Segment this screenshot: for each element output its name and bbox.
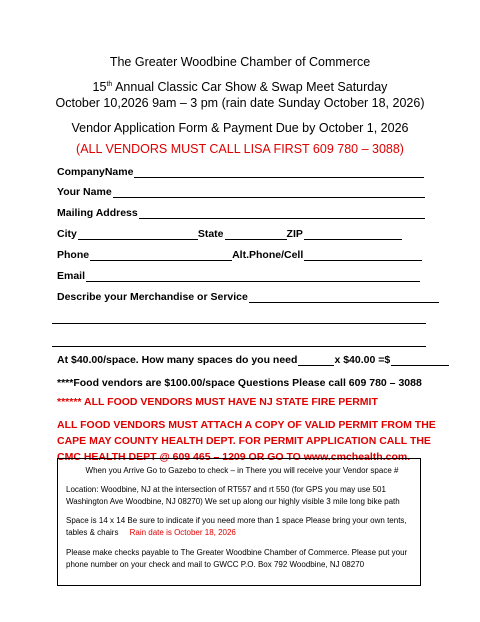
- email-field[interactable]: [57, 270, 420, 282]
- alt-phone-label: Alt.Phone/Cell: [232, 249, 304, 261]
- merchandise-extra-line-2[interactable]: [52, 346, 426, 347]
- arrival-instructions: When you Arrive Go to Gazebo to check – in There you will receive your Vendor space #: [85, 466, 399, 475]
- name-field[interactable]: [57, 186, 425, 198]
- health-permit-notice: ALL FOOD VENDORS MUST ATTACH A COPY OF VALID PERMIT FROM THE CAPE MAY COUNTY HEALTH DEPT. FOR PERMIT APPLICATION CALL THE CMC HEALTH DEPT @ 609 465 – 1209 OR GO TO www.cmchealth.com.: [57, 419, 436, 463]
- event-title-rest: Annual Classic Car Show & Swap Meet Saturday: [112, 80, 388, 94]
- phone-label: Phone: [57, 249, 90, 261]
- address-label: Mailing Address: [57, 207, 138, 219]
- location-info: Location: Woodbine, NJ at the intersection of RT557 and rt 550 (for GPS you may use 501 Washington Ave Woodbine, NJ 08270) We set up along our highly visible 3 mile long bike path: [66, 485, 400, 506]
- event-number: 15: [92, 80, 107, 94]
- space-info: [66, 515, 418, 539]
- rain-date-note: Rain date is October 18, 2026: [129, 528, 236, 537]
- info-box: [57, 458, 421, 586]
- zip-line[interactable]: [304, 228, 402, 240]
- call-notice: (ALL VENDORS MUST CALL LISA FIRST 609 780 – 3088): [76, 142, 404, 156]
- phone-field[interactable]: [57, 249, 422, 261]
- name-label: Your Name: [57, 186, 112, 198]
- city-label: City: [57, 228, 77, 240]
- company-label: CompanyName: [57, 166, 134, 178]
- state-line[interactable]: [225, 228, 287, 240]
- event-date: October 10,2026 9am – 3 pm (rain date Sunday October 18, 2026): [55, 96, 425, 110]
- event-title: [0, 80, 480, 94]
- zip-label: ZIP: [286, 228, 303, 240]
- merchandise-extra-line-1[interactable]: [52, 323, 426, 324]
- form-due-line: Vendor Application Form & Payment Due by October 1, 2026: [71, 121, 409, 135]
- city-state-zip-field[interactable]: [57, 228, 402, 240]
- address-field[interactable]: [57, 207, 425, 219]
- spaces-total-line[interactable]: [391, 354, 449, 366]
- alt-phone-line[interactable]: [304, 249, 422, 261]
- address-line[interactable]: [139, 207, 425, 219]
- org-name: The Greater Woodbine Chamber of Commerce: [109, 55, 371, 69]
- fire-permit-notice: ****** ALL FOOD VENDORS MUST HAVE NJ STATE FIRE PERMIT: [57, 396, 378, 408]
- state-label: State: [197, 228, 224, 240]
- check-payment-info: Please make checks payable to The Greater Woodbine Chamber of Commerce. Please put your phone number on your check and mail to GWCC P.O. Box 792 Woodbine, NJ 08270: [66, 548, 408, 569]
- spaces-total-label: x $40.00 =$: [334, 354, 391, 366]
- merchandise-line[interactable]: [249, 291, 439, 303]
- merchandise-field[interactable]: [57, 291, 439, 303]
- spaces-count-line[interactable]: [298, 354, 334, 366]
- spaces-line[interactable]: [57, 354, 449, 366]
- name-line[interactable]: [113, 186, 425, 198]
- spaces-price-label: At $40.00/space. How many spaces do you need: [57, 354, 298, 366]
- event-ordinal-suffix: th: [106, 80, 113, 88]
- merchandise-label: Describe your Merchandise or Service: [57, 291, 248, 303]
- space-info-text: Space is 14 x 14 Be sure to indicate if you need more than 1 space Please bring your own tents, tables & chairs: [66, 516, 407, 537]
- city-line[interactable]: [78, 228, 198, 240]
- email-label: Email: [57, 270, 86, 282]
- phone-line[interactable]: [90, 249, 232, 261]
- company-line[interactable]: [134, 166, 424, 178]
- email-line[interactable]: [86, 270, 420, 282]
- company-field[interactable]: [57, 166, 424, 178]
- food-vendor-price: ****Food vendors are $100.00/space Questions Please call 609 780 – 3088: [57, 377, 422, 389]
